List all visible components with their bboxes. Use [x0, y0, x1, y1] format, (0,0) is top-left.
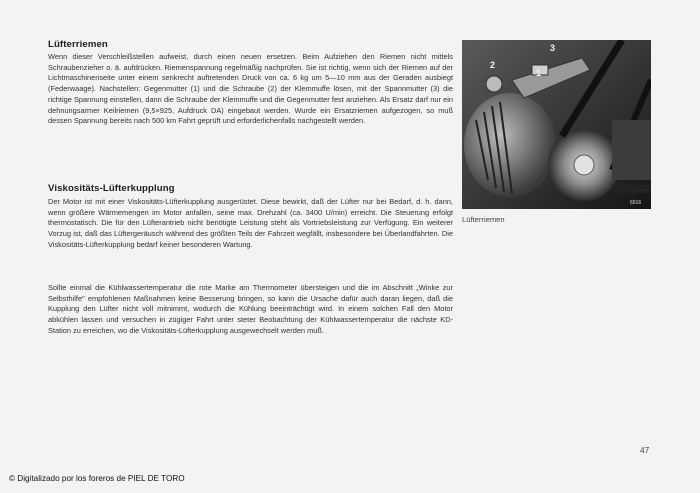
fan-belt-photo-svg — [462, 40, 651, 209]
fan-belt-photo — [462, 40, 651, 209]
pulley-hub — [574, 155, 594, 175]
photo-label-3: 3 — [550, 43, 556, 53]
section-body-luefterriemen: Wenn dieser Verschleißstellen aufweist, durch einen neuen ersetzen. Beim Aufziehen den Riemen nicht mittels Schraubenzieher o. ä. aufdrücken. Riemenspannung regelmäßig nachprüfen. Sie ist richtig, wenn sich der Riemen auf der Lichtmaschinenseite unter einem senkrecht auftretenden Druck von ca. 6 kg um 5—10 mm aus der Geraden ausbiegt (Federwaage). Nachstellen: Gegenmutter (1) und die Schraube (2) der Klemmuffe lösen, mit der Spannmutter (3) die richtige Spannung einstellen, dann die Schraube der Klemmuffe und die Gegenmutter fest anziehen. Als Ersatz darf nur ein dehnungsarmer Keilriemen (9,5×925, Aufdruck DA) eingebaut werden. Wurde ein Ersatzriemen aufgezogen, so muß dessen Spannung bereits nach 500 km Fahrt geprüft und erforderlichenfalls nachgestellt werden. — [48, 52, 453, 126]
page-number: 47 — [640, 445, 650, 455]
photo-caption: Lüfterriemen — [462, 215, 505, 224]
engine-block — [612, 120, 651, 180]
footer-credit: © Digitalizado por los foreros de PIEL DE TORO — [9, 474, 185, 483]
engine-rail — [612, 185, 651, 193]
section-title-viskositaets-luefterkupplung: Viskositäts-Lüfterkupplung — [48, 183, 175, 194]
clamp-screw — [486, 76, 502, 92]
photo-label-1: 1 — [536, 68, 542, 78]
section-body-paragraph-1: Der Motor ist mit einer Viskositäts-Lüfterkupplung ausgerüstet. Diese bewirkt, daß der Lüfter nur bei Bedarf, d. h. dann, wenn größere Wärmemengen im Motor anfallen, seine max. Drehzahl (ca. 3400 U/min) erreicht. Die Steuerung erfolgt thermostatisch. Die für den Lüfterantrieb nicht benötigte Leistung steht als Vortriebsleistung zur Verfügung. Ein weiterer Vorzug ist, daß das Lüftergeräusch während des größten Teils der Fahrzeit wegfällt, insbesondere bei Überlandfahrten. Die Viskositäts-Lüfterkupplung bedarf keiner besonderen Wartung. — [48, 197, 453, 249]
photo-label-2: 2 — [490, 60, 496, 70]
photo-code: 6516 — [630, 200, 642, 206]
section-title-luefterriemen: Lüfterriemen — [48, 39, 108, 50]
section-body-paragraph-2: Sollte einmal die Kühlwassertemperatur die rote Marke am Thermometer übersteigen und die im Abschnitt „Winke zur Selbsthilfe" empfohlenen Maßnahmen keine Besserung bringen, so kann die Ursache dafür auch daran liegen, daß die Kupplung den Lüfter nicht voll mitnimmt, wodurch die Kühlung beeinträchtigt wird. In einem solchen Fall den Motor abkühlen lassen und versuchen in zügiger Fahrt unter steter Beobachtung der Kühlwassertemperatur die nächste KD-Station zu erreichen, wo die Viskositäts-Lüfterkupplung ausgewechselt werden muß. — [48, 283, 453, 335]
